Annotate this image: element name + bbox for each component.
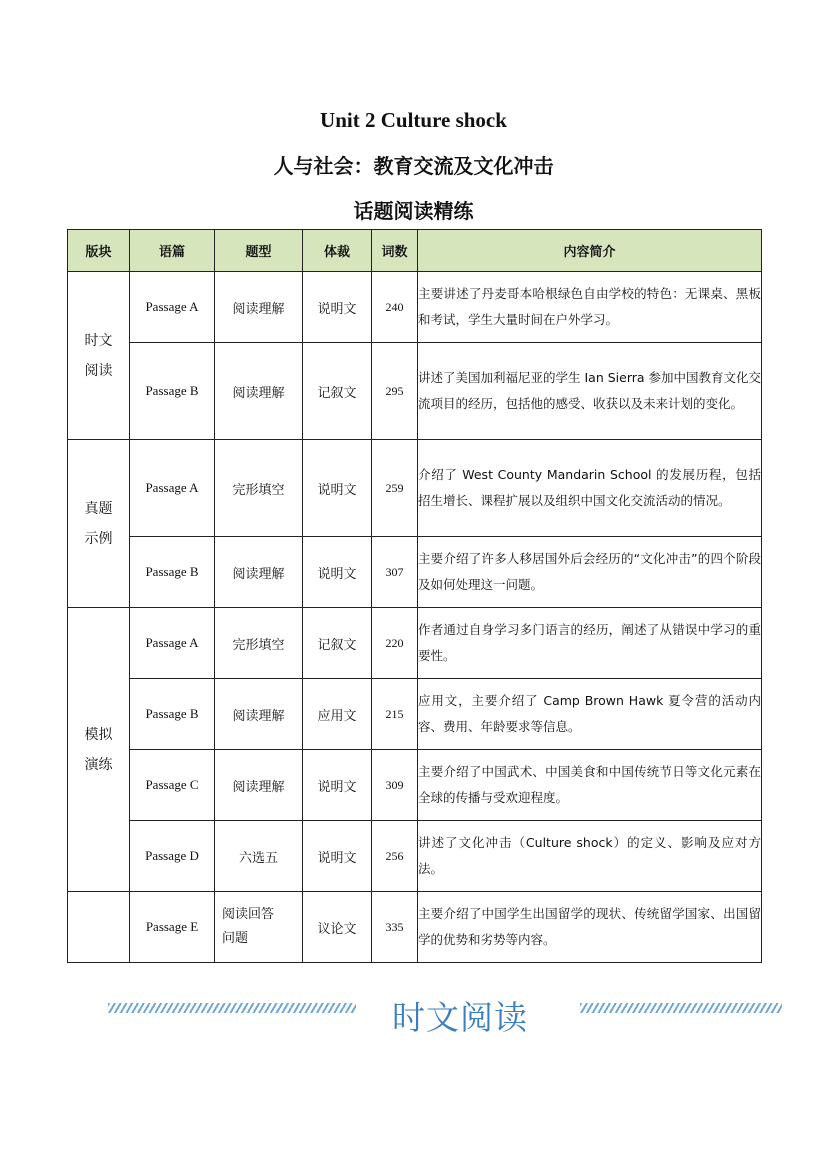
word-count-cell: 259 (372, 440, 418, 537)
table-row (68, 679, 762, 750)
table-row (68, 750, 762, 821)
table-row (68, 608, 762, 679)
summary-cell: 主要讲述了丹麦哥本哈根绿色自由学校的特色：无课桌、黑板和考试，学生大量时间在户外学习。 (418, 272, 762, 343)
summary-cell: 主要介绍了中国武术、中国美食和中国传统节日等文化元素在全球的传播与受欢迎程度。 (418, 750, 762, 821)
summary-cell: 主要介绍了中国学生出国留学的现状、传统留学国家、出国留学的优势和劣势等内容。 (418, 892, 762, 963)
passage-cell: Passage A (130, 440, 215, 537)
section-name-line: 时文 (84, 332, 113, 349)
word-count-cell: 335 (372, 892, 418, 963)
passage-cell: Passage D (130, 821, 215, 892)
passage-cell: Passage C (130, 750, 215, 821)
genre-cell: 议论文 (303, 892, 372, 963)
passage-cell: Passage B (130, 679, 215, 750)
passage-cell: Passage A (130, 272, 215, 343)
table-row (68, 821, 762, 892)
table-row (68, 343, 762, 440)
overview-table (67, 229, 762, 963)
document-subtitle: 人与社会：教育交流及文化冲击 (273, 154, 554, 178)
genre-cell: 说明文 (303, 440, 372, 537)
word-count-cell: 309 (372, 750, 418, 821)
summary-cell: 作者通过自身学习多门语言的经历，阐述了从错误中学习的重要性。 (418, 608, 762, 679)
genre-cell: 记叙文 (303, 608, 372, 679)
word-count-cell: 240 (372, 272, 418, 343)
header-section: 版块 (68, 230, 130, 272)
type-cell (215, 892, 303, 963)
section-banner (108, 992, 783, 1042)
header-genre: 体裁 (303, 230, 372, 272)
section-name-line: 真题 (84, 500, 113, 517)
header-type: 题型 (215, 230, 303, 272)
genre-cell: 说明文 (303, 537, 372, 608)
section-cell (68, 440, 130, 608)
section-name-line: 示例 (84, 530, 113, 547)
summary-cell: 应用文，主要介绍了 Camp Brown Hawk 夏令营的活动内容、费用、年龄要求等信息。 (418, 679, 762, 750)
word-count-cell: 215 (372, 679, 418, 750)
header-passage: 语篇 (130, 230, 215, 272)
type-cell: 阅读理解 (215, 537, 303, 608)
section-name-line: 模拟 (84, 726, 113, 743)
type-cell: 阅读理解 (215, 343, 303, 440)
type-cell: 完形填空 (215, 440, 303, 537)
type-cell: 阅读理解 (215, 750, 303, 821)
type-cell: 阅读理解 (215, 272, 303, 343)
type-cell-text: 阅读回答问题 (222, 907, 275, 946)
type-cell: 六选五 (215, 821, 303, 892)
section-title: 话题阅读精练 (353, 199, 474, 223)
summary-cell: 讲述了美国加利福尼亚的学生 Ian Sierra 参加中国教育文化交流项目的经历，包括他的感受、收获以及未来计划的变化。 (418, 343, 762, 440)
table-row (68, 272, 762, 343)
table-row (68, 440, 762, 537)
type-cell: 完形填空 (215, 608, 303, 679)
header-words: 词数 (372, 230, 418, 272)
genre-cell: 记叙文 (303, 343, 372, 440)
table-header-row (68, 230, 762, 272)
section-cell (68, 608, 130, 892)
table-row (68, 892, 762, 963)
header-summary: 内容简介 (418, 230, 762, 272)
document-title: Unit 2 Culture shock (320, 108, 507, 132)
table-row (68, 537, 762, 608)
word-count-cell: 307 (372, 537, 418, 608)
genre-cell: 说明文 (303, 272, 372, 343)
summary-cell: 主要介绍了许多人移居国外后会经历的“文化冲击”的四个阶段及如何处理这一问题。 (418, 537, 762, 608)
summary-cell: 介绍了 West County Mandarin School 的发展历程，包括招生增长、课程扩展以及组织中国文化交流活动的情况。 (418, 440, 762, 537)
type-cell: 阅读理解 (215, 679, 303, 750)
genre-cell: 应用文 (303, 679, 372, 750)
passage-cell: Passage B (130, 343, 215, 440)
summary-cell: 讲述了文化冲击（Culture shock）的定义、影响及应对方法。 (418, 821, 762, 892)
word-count-cell: 220 (372, 608, 418, 679)
passage-cell: Passage B (130, 537, 215, 608)
word-count-cell: 295 (372, 343, 418, 440)
word-count-cell: 256 (372, 821, 418, 892)
banner-stripe-right (580, 1003, 782, 1013)
passage-cell: Passage A (130, 608, 215, 679)
section-name-line: 演练 (84, 756, 113, 773)
genre-cell: 说明文 (303, 821, 372, 892)
section-cell (68, 892, 130, 963)
section-cell (68, 272, 130, 440)
passage-cell: Passage E (130, 892, 215, 963)
banner-label: 时文阅读 (392, 998, 528, 1037)
genre-cell: 说明文 (303, 750, 372, 821)
section-name-line: 阅读 (84, 362, 113, 379)
banner-stripe-left (108, 1003, 356, 1013)
